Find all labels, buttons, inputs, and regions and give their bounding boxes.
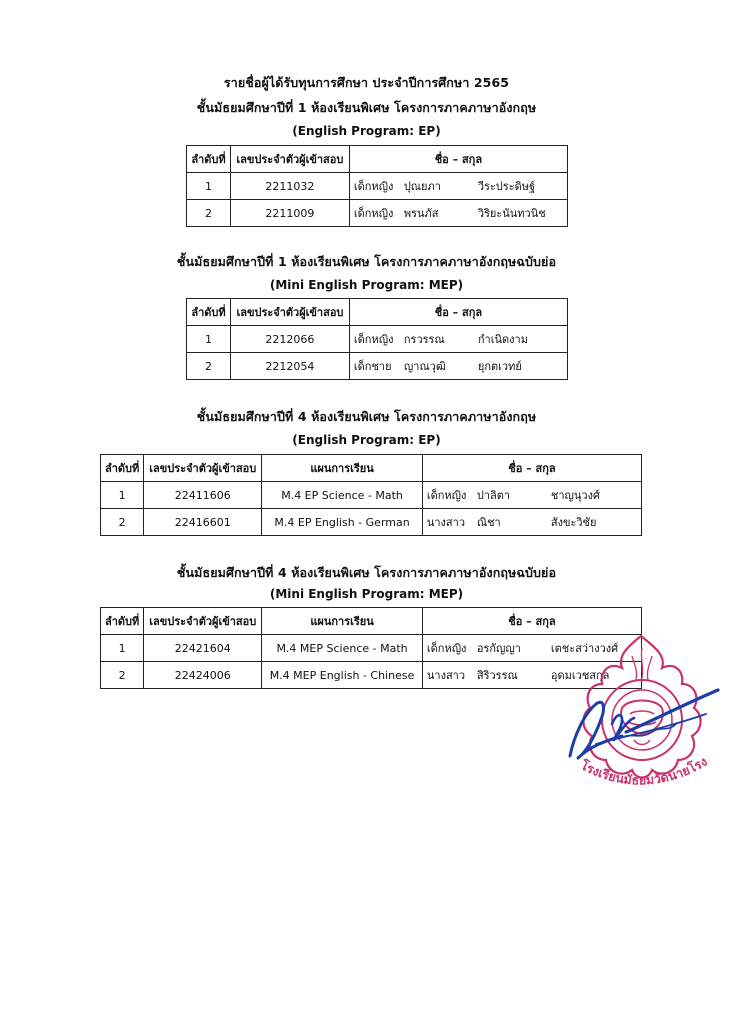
name-first: ญาณวุฒิ <box>403 360 446 373</box>
row-id: 2211032 <box>230 173 349 200</box>
row-id: 22411606 <box>144 482 262 509</box>
row-plan: M.4 EP Science - Math <box>262 482 423 509</box>
school-seal-icon <box>556 628 726 808</box>
table-row <box>187 353 568 380</box>
header-name: ชื่อ – สกุล <box>422 455 641 482</box>
table-row <box>101 482 642 509</box>
row-name <box>349 326 567 353</box>
header-id: เลขประจำตัวผู้เข้าสอบ <box>230 299 349 326</box>
section-3-subheading: (English Program: EP) <box>292 433 441 447</box>
section-1-heading: ชั้นมัธยมศึกษาปีที่ 1 ห้องเรียนพิเศษ โครงการภาคภาษาอังกฤษ <box>196 100 537 115</box>
row-name <box>422 482 641 509</box>
section-3-heading: ชั้นมัธยมศึกษาปีที่ 4 ห้องเรียนพิเศษ โครงการภาคภาษาอังกฤษ <box>196 409 537 424</box>
header-id: เลขประจำตัวผู้เข้าสอบ <box>230 146 349 173</box>
name-title: นางสาว <box>426 516 465 529</box>
header-plan: แผนการเรียน <box>262 608 423 635</box>
name-first: กรวรรณ <box>403 333 445 346</box>
row-no: 1 <box>187 173 231 200</box>
table-header-row <box>101 455 642 482</box>
header-no: ลำดับที่ <box>101 455 144 482</box>
section-2-heading: ชั้นมัธยมศึกษาปีที่ 1 ห้องเรียนพิเศษ โครงการภาคภาษาอังกฤษฉบับย่อ <box>176 254 557 269</box>
name-first: ปาลิตา <box>476 489 511 502</box>
header-no: ลำดับที่ <box>187 146 231 173</box>
section-1-subheading: (English Program: EP) <box>292 124 441 138</box>
header-name: ชื่อ – สกุล <box>349 146 567 173</box>
row-id: 22416601 <box>144 509 262 536</box>
name-first: อรกัญญา <box>476 642 521 655</box>
row-id: 22421604 <box>144 635 262 662</box>
row-name <box>349 200 567 227</box>
row-id: 2212054 <box>230 353 349 380</box>
table-row <box>187 326 568 353</box>
row-name <box>422 509 641 536</box>
header-plan: แผนการเรียน <box>262 455 423 482</box>
row-no: 1 <box>101 482 144 509</box>
name-first: พรนภัส <box>403 207 439 220</box>
name-last: ยุกตเวทย์ <box>477 360 522 373</box>
header-id: เลขประจำตัวผู้เข้าสอบ <box>144 455 262 482</box>
name-last: เตชะสว่างวงศ์ <box>550 642 619 655</box>
table-row <box>187 200 568 227</box>
row-no: 2 <box>101 509 144 536</box>
name-title: เด็กชาย <box>353 360 392 373</box>
row-no: 1 <box>101 635 144 662</box>
section-1-table <box>186 145 568 227</box>
header-name: ชื่อ – สกุล <box>349 299 567 326</box>
name-first: ณิชา <box>476 516 501 529</box>
row-name <box>349 173 567 200</box>
row-plan: M.4 MEP English - Chinese <box>262 662 423 689</box>
table-header-row <box>187 146 568 173</box>
name-last: วิริยะนันทวนิช <box>477 207 546 220</box>
row-id: 2211009 <box>230 200 349 227</box>
header-id: เลขประจำตัวผู้เข้าสอบ <box>144 608 262 635</box>
table-header-row <box>187 299 568 326</box>
section-2-table <box>186 298 568 380</box>
table-row <box>101 509 642 536</box>
seal-text: โรงเรียนมัธยมวัดนายโรง <box>578 753 710 788</box>
section-4-subheading: (Mini English Program: MEP) <box>269 587 464 601</box>
document-title: รายชื่อผู้ได้รับทุนการศึกษา ประจำปีการศึกษา 2565 <box>223 75 510 90</box>
table-row <box>187 173 568 200</box>
row-no: 2 <box>187 200 231 227</box>
row-no: 2 <box>101 662 144 689</box>
header-no: ลำดับที่ <box>101 608 144 635</box>
name-title: นางสาว <box>426 669 466 682</box>
section-4-heading: ชั้นมัธยมศึกษาปีที่ 4 ห้องเรียนพิเศษ โครงการภาคภาษาอังกฤษฉบับย่อ <box>176 565 557 580</box>
name-first: ปุณยภา <box>403 180 441 193</box>
row-id: 2212066 <box>230 326 349 353</box>
name-last: ชาญนุวงศ์ <box>550 489 600 502</box>
row-no: 1 <box>187 326 231 353</box>
name-title: เด็กหญิง <box>426 642 467 655</box>
row-plan: M.4 EP English - German <box>262 509 423 536</box>
name-last: อุดมเวชสกุล <box>550 669 610 682</box>
header-name: ชื่อ – สกุล <box>422 608 641 635</box>
name-first: สิริวรรณ <box>476 669 518 682</box>
name-title: เด็กหญิง <box>353 207 394 220</box>
name-title: เด็กหญิง <box>426 489 467 502</box>
header-no: ลำดับที่ <box>187 299 231 326</box>
name-title: เด็กหญิง <box>353 180 394 193</box>
section-2-subheading: (Mini English Program: MEP) <box>269 278 464 292</box>
row-name <box>349 353 567 380</box>
section-3-table <box>100 454 642 536</box>
row-no: 2 <box>187 353 231 380</box>
row-id: 22424006 <box>144 662 262 689</box>
name-last: กำเนิดงาม <box>477 333 528 346</box>
name-last: วีระประดิษฐ์ <box>477 180 536 193</box>
name-last: สังขะวิชัย <box>550 516 597 529</box>
name-title: เด็กหญิง <box>353 333 394 346</box>
row-plan: M.4 MEP Science - Math <box>262 635 423 662</box>
